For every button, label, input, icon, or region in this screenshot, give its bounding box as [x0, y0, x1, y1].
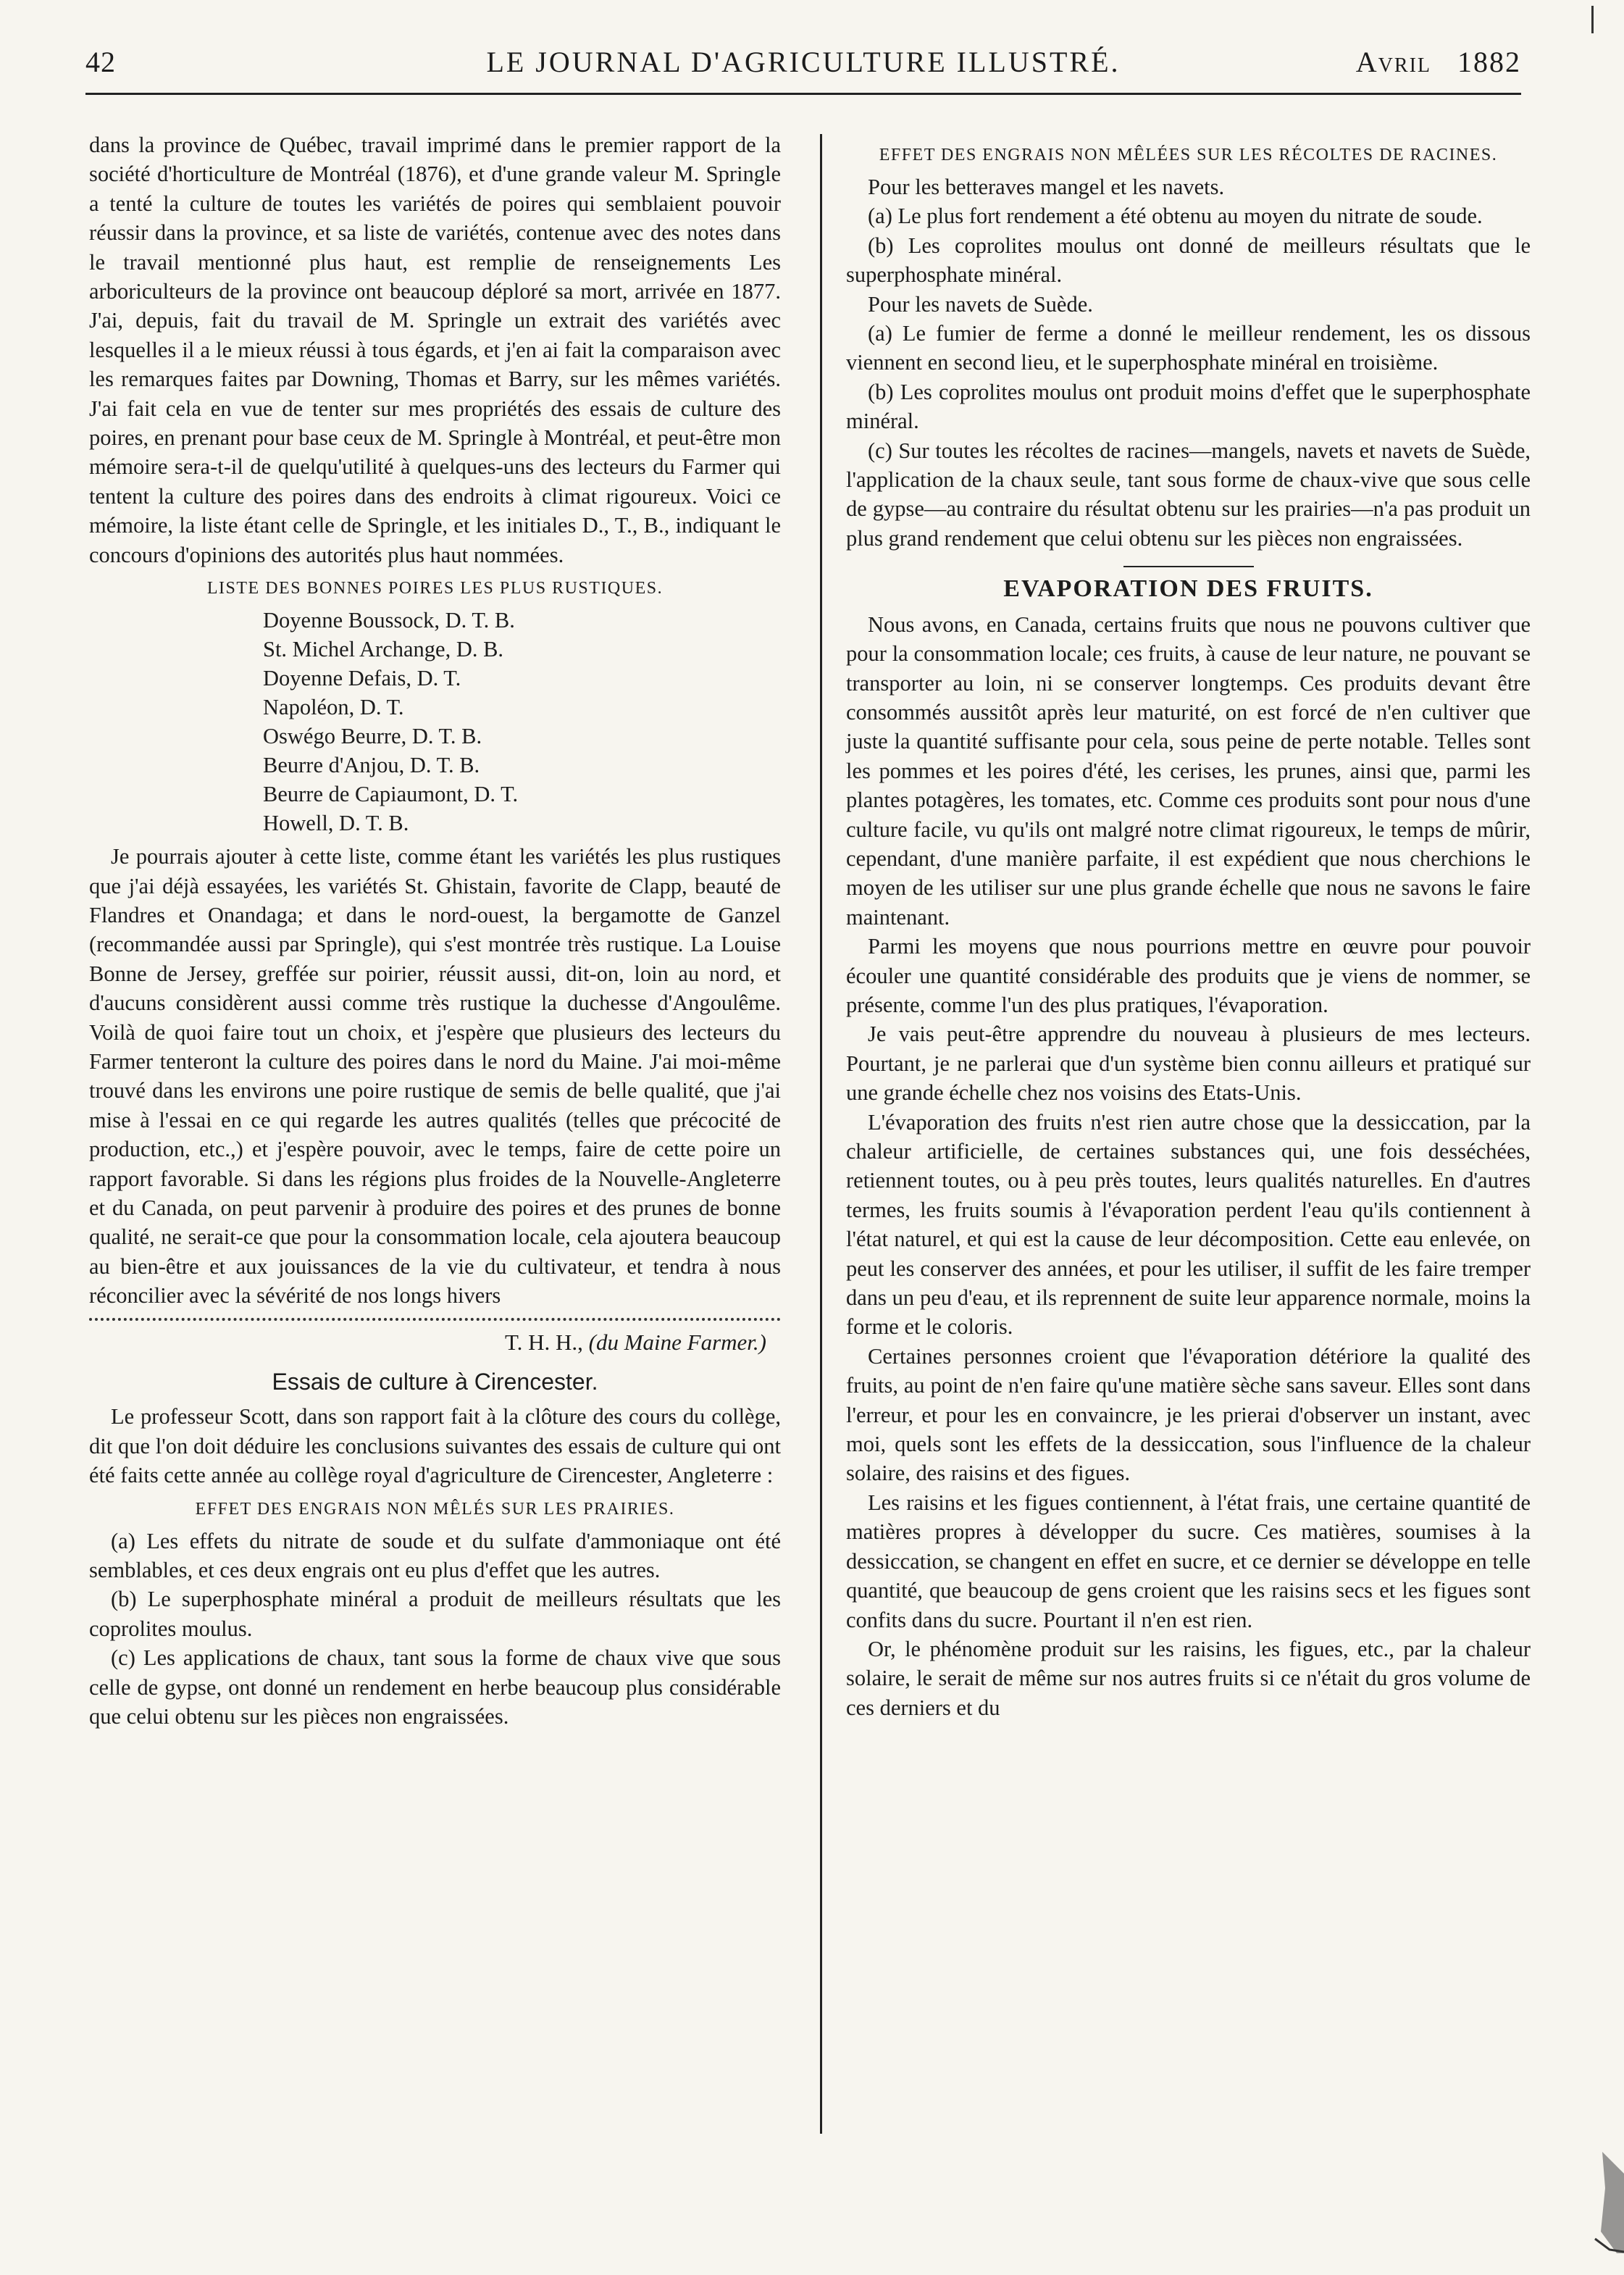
page-number: 42	[85, 46, 116, 78]
prairies-heading: EFFET DES ENGRAIS NON MÊLÉS SUR LES PRAIRIES.	[195, 1499, 675, 1519]
r-item-a2: (a) Le fumier de ferme a donné le meilleur rendement, les os dissous viennent en second lieu, et le superphosphate minéral en troisième.	[846, 321, 1531, 375]
evaporation-paragraph: Or, le phénomène produit sur les raisins, les figues, etc., par la chaleur solaire, le serait de même sur nos autres fruits si ce n'était du gros volume de ces derniers et du	[846, 1636, 1531, 1720]
racines-heading: EFFET DES ENGRAIS NON MÊLÉES SUR LES RÉCOLTES DE RACINES.	[879, 146, 1498, 164]
issue-month: Avril	[1355, 46, 1431, 78]
betteraves-intro: Pour les betteraves mangel et les navets.	[868, 175, 1225, 199]
item-c: (c) Les applications de chaux, tant sous la forme de chaux vive que sous celle de gypse, ont donné un rendement en herbe beaucoup plus considérable que celui obtenu sur les pièces non engraissées.	[89, 1645, 781, 1729]
intro-paragraph: dans la province de Québec, travail imprimé dans le premier rapport de la société d'horticulture de Montréal (1876), et d'une grande valeur M. Springle a tenté la culture de toutes les variétés de poires qui semblaient pouvoir réussir dans la province, et sa liste de variétés, contenue avec des notes dans le travail mentionné plus haut, est remplie de renseignements Les arboriculteurs de la province ont beaucoup déploré sa mort, arrivée en 1877. J'ai, depuis, fait du travail de M. Springle un extrait des variétés avec lesquelles il a le mieux réussi à tous égards, et j'en ai fait la comparaison avec les remarques faites par Downing, Thomas et Barry, sur les mêmes variétés. J'ai fait cela en vue de tenter sur mes propriétés des essais de culture des poires, en prenant pour base ceux de M. Springle à Montréal, et peut-être mon mémoire sera-t-il de quelqu'utilité à quelques-uns des lecteurs du Farmer qui tentent la culture des poires dans des endroits à climat rigoureux. Voici ce mémoire, la liste étant celle de Springle, et les initiales D., T., B., indiquant le concours d'opinions des autorités plus haut nommées.	[89, 133, 781, 567]
pear-list-heading: LISTE DES BONNES POIRES LES PLUS RUSTIQUES.	[206, 579, 664, 598]
r-item-b2: (b) Les coprolites moulus ont produit moins d'effet que le superphosphate minéral.	[846, 379, 1531, 434]
list-item: Oswégo Beurre, D. T. B.	[263, 724, 482, 749]
left-column	[89, 130, 781, 1731]
right-column	[846, 130, 1531, 1722]
signature-source: (du Maine Farmer.)	[588, 1329, 766, 1355]
issue-year: 1882	[1457, 46, 1521, 78]
list-item: Doyenne Boussock, D. T. B.	[263, 608, 515, 633]
r-item-c: (c) Sur toutes les récoltes de racines—mangels, navets et navets de Suède, l'application de la chaux seule, tant sous forme de chaux-vive que sous celle de gypse—au contraire du résultat obtenu sur les prairies—n'a pas produit un plus grand rendement que celui obtenu sur les pièces non engraissées.	[846, 438, 1531, 551]
evaporation-paragraph: Les raisins et les figues contiennent, à l'état frais, une certaine quantité de matières propres à développer du sucre. Ces matières, soumises à la dessiccation, se changent en effet en sucre, et ce dernier se développe en telle quantité, que beaucoup de gens croient que les raisins secs et les figues sont confits dans du sucre. Pourtant il n'en est rien.	[846, 1490, 1531, 1632]
journal-title: LE JOURNAL D'AGRICULTURE ILLUSTRÉ.	[486, 46, 1121, 78]
evaporation-paragraph: Certaines personnes croient que l'évaporation détériore la qualité des fruits, au point de n'en faire qu'une matière sèche sans saveur. Elles sont dans l'erreur, et pour les en convaincre, je les prierai d'observer un instant, avec moi, quels sont les effets de la dessiccation, sous l'influence de la chaleur solaire, des raisins et des figues.	[846, 1343, 1531, 1486]
page-edge-marks	[1573, 2145, 1624, 2253]
list-item: Howell, D. T. B.	[263, 811, 409, 836]
cirencester-paragraph: Le professeur Scott, dans son rapport fait à la clôture des cours du collège, dit que l'on doit déduire les conclusions suivantes des essais de culture qui ont été faits cette année au collège royal d'agriculture de Cirencester, Angleterre :	[89, 1404, 781, 1488]
item-a: (a) Les effets du nitrate de soude et du sulfate d'ammoniaque ont été semblables, et ces deux engrais ont eu plus d'effet que les autres.	[89, 1528, 781, 1583]
list-item: Beurre de Capiaumont, D. T.	[263, 782, 519, 807]
list-item: Beurre d'Anjou, D. T. B.	[263, 753, 480, 778]
evaporation-paragraph: Nous avons, en Canada, certains fruits que nous ne pouvons cultiver que pour la consommation locale; ces fruits, à cause de leur nature, ne pouvant se transporter au loin, ni se conserver longtemps. Ces produits devant être consommés aussitôt après leur maturité, on est forcé de n'en cultiver que juste la quantité suffisante pour cela, sous peine de perte notable. Telles sont les pommes et les poires d'été, les cerises, les prunes, ainsi que, parmi les plantes potagères, les tomates, etc. Comme ces produits sont pour nous d'une culture facile, vu qu'ils ont malgré notre climat rigoureux, le temps de mûrir, cependant, d'une manière parfaite, il est expédient que nous cherchions le moyen de les utiliser sur une plus grande échelle que nous ne savons le faire maintenant.	[846, 611, 1531, 930]
varieties-paragraph: Je pourrais ajouter à cette liste, comme étant les variétés les plus rustiques que j'ai déjà essayées, les variétés St. Ghistain, favorite de Clapp, beauté de Flandres et Onandaga; et dans le nord-ouest, la bergamotte de Ganzel (recommandée aussi par Springle), qui s'est montrée très rustique. La Louise Bonne de Jersey, greffée sur poirier, réussit aussi, dit-on, loin au nord, et d'aucuns considèrent aussi comme très rustique la duchesse d'Angoulême. Voilà de quoi faire tout un choix, et j'espère que plusieurs des lecteurs du Farmer tenteront la culture des poires dans le nord du Maine. J'ai moi-même trouvé dans les environs une poire rustique de semis de belle qualité, que j'ai mise à l'essai en ce qui regarde les autres qualités (telles que précocité de production, etc.,) et j'espère pouvoir, avec le temps, faire de cette poire un rapport favorable. Si dans les régions plus froides de la Nouvelle-Angleterre et du Canada, on peut parvenir à produire des poires et des prunes de bonne qualité, ne serait-ce que pour la consommation locale, cela ajoutera beaucoup au bien-être et aux jouissances de la vie du cultivateur, et tendra à nous réconcilier avec la sévérité de nos longs hivers	[89, 844, 781, 1308]
title-rule	[1123, 566, 1254, 567]
header-rule	[85, 93, 1521, 95]
margin-mark	[1591, 6, 1594, 33]
pear-list	[89, 606, 781, 838]
suede-intro: Pour les navets de Suède.	[868, 291, 1093, 317]
list-item: Doyenne Defais, D. T.	[263, 666, 461, 691]
issue-date	[1356, 45, 1521, 79]
evaporation-paragraph: Je vais peut-être apprendre du nouveau à plusieurs de mes lecteurs. Pourtant, je ne parlerai que d'un système bien connu ailleurs et pratiqué sur une grande échelle chez nos voisins des Etats-Unis.	[846, 1022, 1531, 1106]
list-item: St. Michel Archange, D. B.	[263, 637, 504, 662]
evaporation-title: EVAPORATION DES FRUITS.	[1003, 575, 1373, 603]
signature-initials: T. H. H.,	[504, 1329, 583, 1355]
r-item-b: (b) Les coprolites moulus ont donné de meilleurs résultats que le superphosphate minéral.	[846, 233, 1531, 288]
signature	[89, 1328, 766, 1357]
dotted-separator	[89, 1318, 781, 1325]
r-item-a: (a) Le plus fort rendement a été obtenu au moyen du nitrate de soude.	[868, 204, 1483, 229]
column-divider	[820, 134, 822, 2134]
evaporation-paragraph: L'évaporation des fruits n'est rien autre chose que la dessiccation, par la chaleur artificielle, de certaines substances qui, une fois desséchées, retiennent toutes, ou à peu près toutes, leurs qualités naturelles. En d'autres termes, les fruits soumis à l'évaporation perdent l'eau qu'ils contiennent à l'état naturel, et qui est la cause de leur décomposition. Cette eau enlevée, on peut les conserver des années, et pour les utiliser, il suffit de les faire tremper dans un peu d'eau, et ils reprennent de suite leur apparence normale, moins la forme et le coloris.	[846, 1109, 1531, 1340]
evaporation-paragraph: Parmi les moyens que nous pourrions mettre en œuvre pour pouvoir écouler une quantité considérable des produits que je viens de nommer, se présente, comme l'un des plus pratiques, l'évaporation.	[846, 934, 1531, 1017]
list-item: Napoléon, D. T.	[263, 695, 404, 720]
item-b: (b) Le superphosphate minéral a produit de meilleurs résultats que les coprolites moulus.	[89, 1587, 781, 1641]
page-header	[85, 39, 1521, 83]
section-title: Essais de culture à Cirencester.	[272, 1369, 598, 1395]
